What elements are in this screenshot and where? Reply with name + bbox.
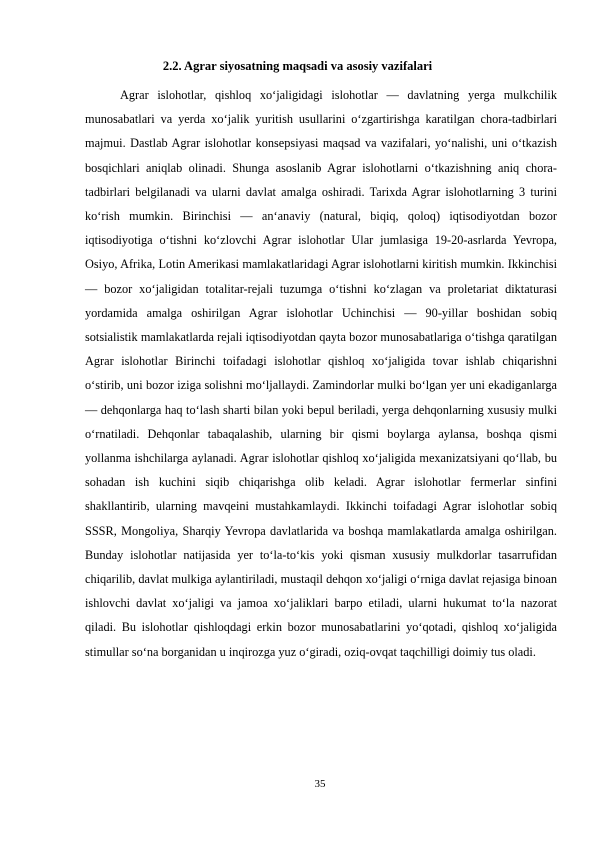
page-number: 35 [314,778,326,790]
body-paragraph: Agrar islohotlar, qishloq xoʻjaligidagi islohotlar — davlatning yerga mulkchilik munosabatlari va yerda xoʻjalik yuritish usullarini oʻzgartirishga karatilgan chora-tadbirlari majmui. Dastlab Agrar islohotlar konsepsiyasi maqsad va vazifalari, yoʻnalishi, uni oʻtkazish bosqichlari aniqlab olinadi. Shunga asoslanib Agrar islohotlarni oʻtkazishning aniq chora-tadbirlari belgilanadi va ularni davlat amalga oshiradi. Tarixda Agrar islohotlarning 3 turini koʻrish mumkin. Birinchisi — anʻanaviy (natural, biqiq, qoloq) iqtisodiyotdan bozor iqtisodiyotiga oʻtishni koʻzlovchi Agrar islohotlar Ular jumlasiga 19-20-asrlarda Yevropa, Osiyo, Afrika, Lotin Amerikasi mamlakatlaridagi Agrar islohotlarni kiritish mumkin. Ikkinchisi — bozor xoʻjaligidan totalitar-rejali tuzumga oʻtishni koʻzlagan va proletariat diktaturasi yordamida amalga oshirilgan Agrar islohotlar Uchinchisi — 90-yillar boshidan sobiq sotsialistik mamlakatlarda rejali iqtisodiyotdan qayta bozor munosabatlariga oʻtishga qaratilgan Agrar islohotlar Birinchi toifadagi islohotlar qishloq xoʻjaligida tovar ishlab chiqarishni oʻstirib, uni bozor iziga solishni moʻljallaydi. Zamindorlar mulki boʻlgan yer uni ekadiganlarga — dehqonlarga haq toʻlash sharti bilan yoki bepul beriladi, yerga dehqonlarning xususiy mulki oʻrnatiladi. Dehqonlar tabaqalashib, ularning bir qismi boylarga aylansa, boshqa qismi yollanma ishchilarga aylanadi. Agrar islohotlar qishloq xoʻjaligida mexanizatsiyani qoʻllab, bu sohadan ish kuchini siqib chiqarishga olib keladi. Agrar islohotlar fermerlar sinfini shakllantirib, ularning mavqeini mustahkamlaydi. Ikkinchi toifadagi Agrar islohotlar sobiq SSSR, Mongoliya, Sharqiy Yevropa davlatlarida va boshqa mamlakatlarda amalga oshirilgan. Bunday islohotlar natijasida yer toʻla-toʻkis yoki qisman xususiy mulkdorlar tasarrufidan chiqarilib, davlat mulkiga aylantiriladi, mustaqil dehqon xoʻjaligi oʻrniga davlat rejasiga binoan ishlovchi davlat xoʻjaligi va jamoa xoʻjaliklari barpo etiladi, ularni hukumat toʻla nazorat qiladi. Bu islohotlar qishloqdagi erkin bozor munosabatlarini yoʻqotadi, qishloq xoʻjaligida stimullar soʻna borganidan u inqirozga yuz oʻgiradi, oziq-ovqat taqchilligi doimiy tus oladi. [85,88,557,659]
section-heading: 2.2. Agrar siyosatning maqsadi va asosiy vazifalari [162,59,433,73]
